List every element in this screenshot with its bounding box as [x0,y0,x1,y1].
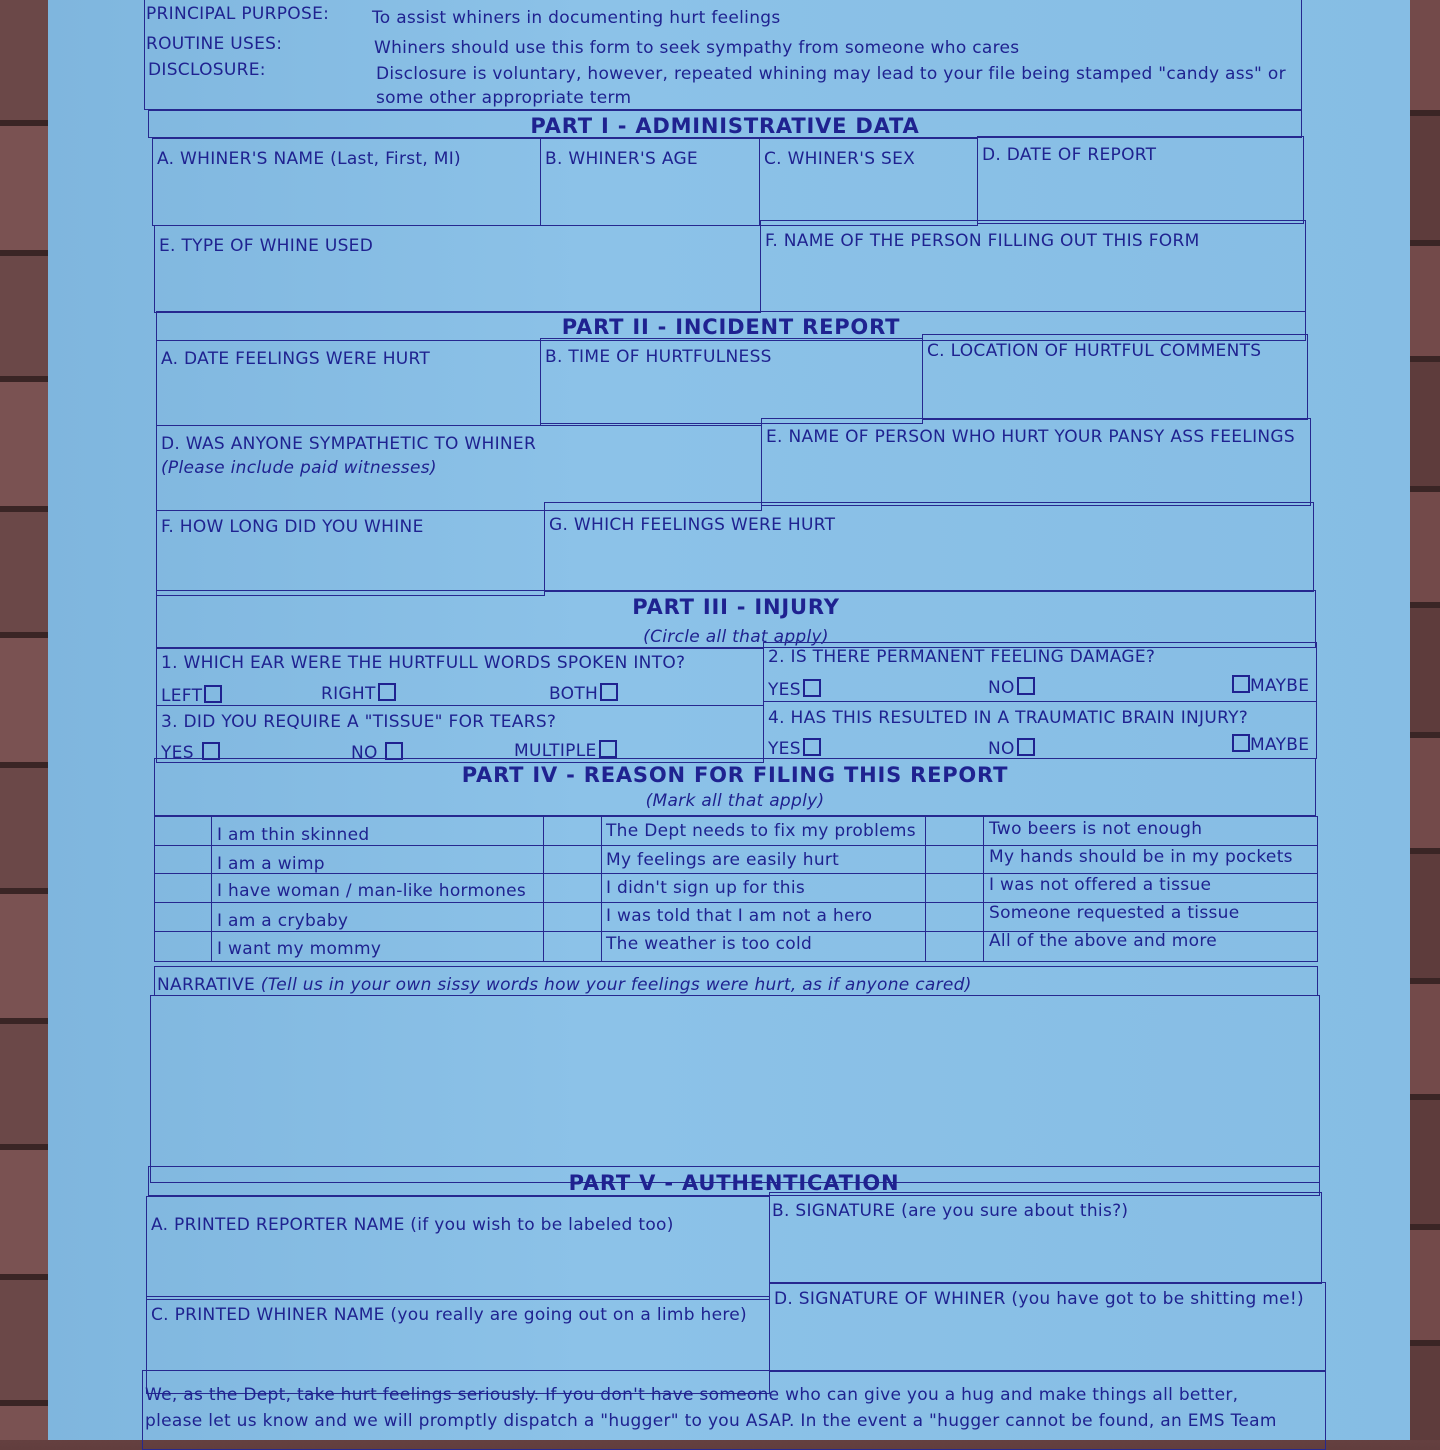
purpose-label: PRINCIPAL PURPOSE: [146,4,330,24]
q4-yes-label: YES [768,739,801,759]
reason-2-5[interactable]: The weather is too cold [606,934,813,954]
part1-d-field[interactable] [977,136,1304,224]
q2-yes-checkbox[interactable] [803,679,821,697]
narrative-note: (Tell us in your own sissy words how your feelings were hurt, as if anyone cared) [260,975,972,995]
q4-maybe-checkbox[interactable] [1232,734,1250,752]
q2-no-label: NO [988,678,1015,698]
reason-2-2[interactable]: My feelings are easily hurt [606,850,840,870]
footer-line-1: We, as the Dept, take hurt feelings seriously. If you don't have someone who can give you a hug and make things all better, [145,1385,1239,1405]
disclosure-text-2: some other appropriate term [376,88,632,108]
part2-e-field[interactable] [761,418,1311,506]
footer-block [142,1370,1326,1450]
q3-cell [156,705,764,763]
part2-f-label: F. HOW LONG DID YOU WHINE [161,517,424,537]
disclosure-label: DISCLOSURE: [148,60,266,80]
part5-a-label: A. PRINTED REPORTER NAME (if you wish to be labeled too) [151,1215,674,1235]
q3-multiple-label: MULTIPLE [514,741,597,761]
part2-d-field[interactable] [156,425,762,511]
part5-c-label: C. PRINTED WHINER NAME (you really are going out on a limb here) [151,1305,747,1325]
part5-d-field[interactable] [769,1282,1326,1372]
q1-left-checkbox[interactable] [204,685,222,703]
part1-e-label: E. TYPE OF WHINE USED [159,236,374,256]
part2-c-label: C. LOCATION OF HURTFUL COMMENTS [927,341,1262,361]
reason-1-2[interactable]: I am a wimp [217,854,325,874]
q1-left-option[interactable] [161,685,222,706]
part1-c-field[interactable] [759,138,978,226]
q1-cell [156,648,764,706]
reason-1-3[interactable]: I have woman / man-like hormones [217,881,527,901]
q3-multiple-checkbox[interactable] [599,740,617,758]
part2-title: PART II - INCIDENT REPORT [561,315,901,339]
q4-maybe-label: MAYBE [1250,735,1310,755]
part1-a-field[interactable] [152,138,541,226]
q4-yes-option[interactable] [768,738,821,759]
reason-3-4[interactable]: Someone requested a tissue [989,903,1240,923]
q1-label: 1. WHICH EAR WERE THE HURTFULL WORDS SPOKEN INTO? [161,653,686,673]
q3-yes-label: YES [161,743,194,763]
part2-b-label: B. TIME OF HURTFULNESS [545,347,772,367]
part2-g-field[interactable] [544,502,1314,592]
reasons-table [154,816,1318,962]
part2-c-field[interactable] [922,334,1308,420]
part5-d-label: D. SIGNATURE OF WHINER (you have got to be shitting me!) [774,1289,1304,1309]
part2-g-label: G. WHICH FEELINGS WERE HURT [549,515,836,535]
part1-title-bar [148,110,1302,138]
q4-yes-checkbox[interactable] [803,738,821,756]
routine-label: ROUTINE USES: [146,34,283,54]
purpose-text: To assist whiners in documenting hurt feelings [372,8,781,28]
q1-both-checkbox[interactable] [600,683,618,701]
q2-maybe-checkbox[interactable] [1232,675,1250,693]
part5-a-field[interactable] [146,1196,770,1300]
q1-right-label: RIGHT [321,684,376,704]
q2-no-checkbox[interactable] [1017,677,1035,695]
part1-d-label: D. DATE OF REPORT [982,145,1157,165]
narrative-title: NARRATIVE [157,975,256,995]
part3-title: PART III - INJURY [632,595,840,619]
q2-yes-label: YES [768,680,801,700]
part1-c-label: C. WHINER'S SEX [764,149,916,169]
q1-left-label: LEFT [161,686,203,706]
part1-e-field[interactable] [154,225,761,313]
reason-2-3[interactable]: I didn't sign up for this [606,878,806,898]
disclosure-text-1: Disclosure is voluntary, however, repeated whining may lead to your file being stamped "candy ass" or [376,64,1286,84]
q4-label: 4. HAS THIS RESULTED IN A TRAUMATIC BRAIN INJURY? [768,708,1249,728]
reason-3-5[interactable]: All of the above and more [989,931,1218,951]
reason-1-5[interactable]: I want my mommy [217,939,382,959]
narrative-label-bar [154,966,1318,996]
part1-b-label: B. WHINER'S AGE [545,149,698,169]
part4-subtitle: (Mark all that apply) [645,791,825,811]
part3-title-bar [156,590,1316,648]
part2-f-field[interactable] [156,510,545,596]
part4-title: PART IV - REASON FOR FILING THIS REPORT [461,763,1009,787]
reason-1-1[interactable]: I am thin skinned [217,825,370,845]
q1-right-option[interactable] [321,683,396,704]
part1-title: PART I - ADMINISTRATIVE DATA [530,114,920,138]
narrative-label [157,975,972,995]
form-paper [48,0,1410,1440]
part5-b-label: B. SIGNATURE (are you sure about this?) [772,1201,1129,1221]
reason-3-3[interactable]: I was not offered a tissue [989,875,1212,895]
part2-b-field[interactable] [540,338,923,424]
q2-label: 2. IS THERE PERMANENT FEELING DAMAGE? [768,647,1156,667]
q3-label: 3. DID YOU REQUIRE A "TISSUE" FOR TEARS? [161,712,557,732]
part2-a-field[interactable] [156,340,541,426]
part3-subtitle: (Circle all that apply) [643,627,829,647]
part5-title: PART V - AUTHENTICATION [568,1171,900,1195]
part2-d-label: D. WAS ANYONE SYMPATHETIC TO WHINER [161,434,537,454]
q3-no-label: NO [351,743,378,763]
q4-no-label: NO [988,739,1015,759]
q2-cell [763,642,1317,702]
part1-b-field[interactable] [540,138,760,226]
part1-f-label: F. NAME OF THE PERSON FILLING OUT THIS FORM [765,231,1200,251]
q4-maybe-option[interactable] [1230,734,1309,755]
part2-e-label: E. NAME OF PERSON WHO HURT YOUR PANSY ASS FEELINGS [766,427,1295,447]
q1-both-option[interactable] [549,683,618,704]
q4-cell [763,701,1317,759]
reason-2-1[interactable]: The Dept needs to fix my problems [606,821,916,841]
q1-both-label: BOTH [549,684,599,704]
reason-3-2[interactable]: My hands should be in my pockets [989,847,1293,867]
q2-maybe-option[interactable] [1230,675,1309,696]
footer-line-2: please let us know and we will promptly dispatch a "hugger" to you ASAP. In the event a "hugger cannot be found, an EMS Team [145,1411,1277,1431]
routine-text: Whiners should use this form to seek sympathy from someone who cares [374,38,1020,58]
q2-maybe-label: MAYBE [1250,676,1310,696]
q1-right-checkbox[interactable] [378,683,396,701]
reason-2-4[interactable]: I was told that I am not a hero [606,906,873,926]
part1-f-field[interactable] [760,220,1306,312]
part2-a-label: A. DATE FEELINGS WERE HURT [161,349,431,369]
reason-1-4[interactable]: I am a crybaby [217,911,349,931]
reason-3-1[interactable]: Two beers is not enough [989,819,1203,839]
q2-yes-option[interactable] [768,679,821,700]
part4-title-bar [154,758,1316,816]
q2-no-option[interactable] [988,677,1035,698]
q4-no-checkbox[interactable] [1017,738,1035,756]
part5-b-field[interactable] [769,1192,1322,1284]
q4-no-option[interactable] [988,738,1035,759]
part1-a-label: A. WHINER'S NAME (Last, First, MI) [157,149,461,169]
narrative-field[interactable] [150,995,1320,1183]
part2-d-note: (Please include paid witnesses) [161,458,437,478]
